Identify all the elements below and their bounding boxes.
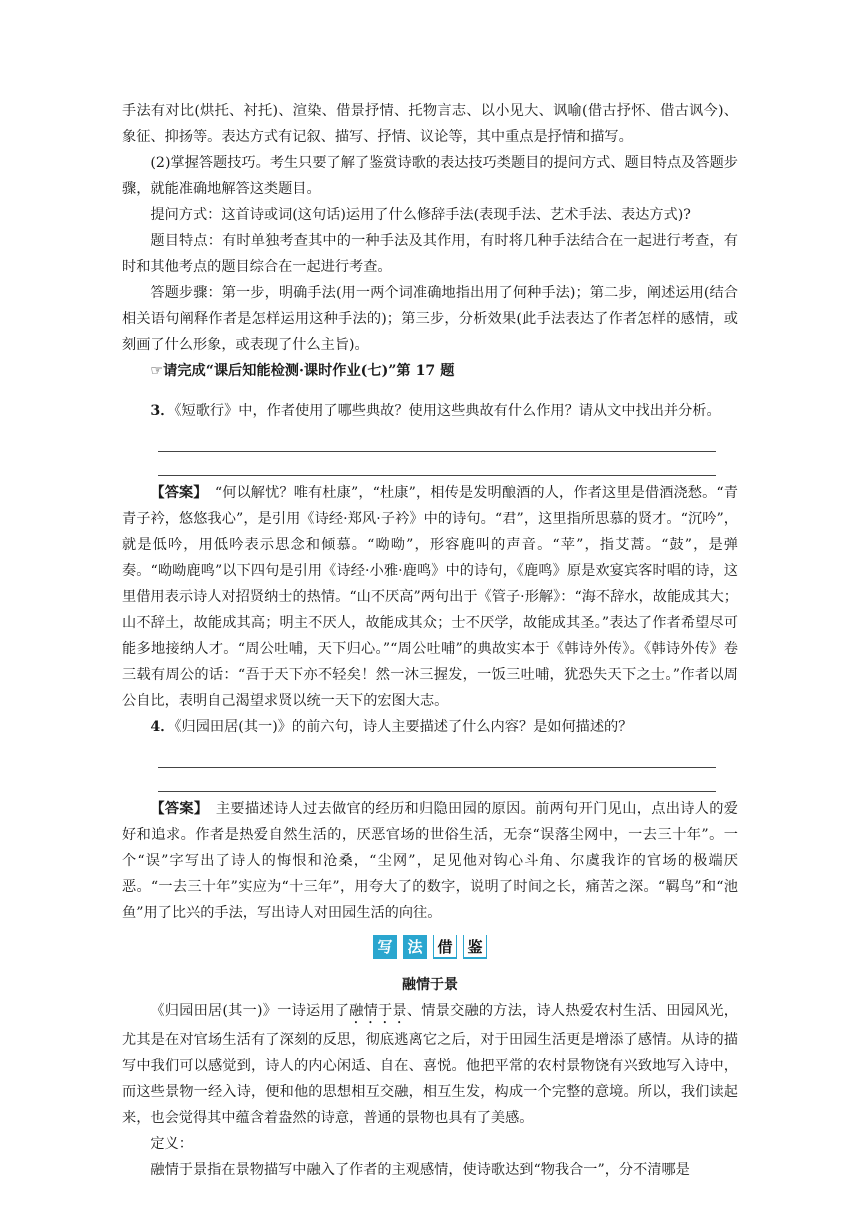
banner-char: 借 xyxy=(433,935,457,959)
question-4 xyxy=(122,714,738,740)
question-4-text: 《归园田居(其一)》的前六句，诗人主要描述了什么内容？是如何描述的？ xyxy=(174,719,633,735)
pointing-hand-icon: ☞ xyxy=(150,363,164,379)
banner-char: 写 xyxy=(373,935,397,959)
answer-blank-line[interactable] xyxy=(158,452,716,476)
question-3-answer-lines xyxy=(122,424,738,480)
question-4-answer-text: 主要描述诗人过去做官的经历和归隐田园的原因。前两句开门见山，点出诗人的爱好和追求。作者是热爱自然生活的，厌恶官场的世俗生活，无奈“误落尘网中，一去三十年”。一个“误”字写出了诗人的悔恨和沧桑，“尘网”，足见他对钩心斗角、尔虞我诈的官场的极端厌恶。“一去三十年”实应为“十三年”，用夸大了的数字，说明了时间之长，痛苦之深。“羁鸟”和“池鱼”用了比兴的手法，写出诗人对田园生活的向往。 xyxy=(122,801,738,921)
intro-question-method: 提问方式：这首诗或词(这句话)运用了什么修辞手法(表现手法、艺术手法、表达方式)? xyxy=(150,207,691,223)
section-heading: 融情于景 xyxy=(402,977,458,993)
task-reference xyxy=(122,358,738,384)
intro-paragraph-2: (2)掌握答题技巧。考生只要了解了鉴赏诗歌的表达技巧类题目的提问方式、题目特点及答题步骤，就能准确地解答这类题目。 xyxy=(122,155,738,197)
question-3-number: 3． xyxy=(150,403,175,419)
definition-label: 定义： xyxy=(150,1136,193,1152)
question-3-text: 《短歌行》中，作者使用了哪些典故？使用这些典故有什么作用？请从文中找出并分析。 xyxy=(174,403,721,419)
banner-char: 鉴 xyxy=(463,935,487,959)
question-4-answer-lines xyxy=(122,740,738,796)
task-reference-text: 请完成“课后知能检测·课时作业(七)”第 17 题 xyxy=(163,363,455,379)
writing-paragraph xyxy=(122,998,738,1131)
writing-text-part: 《归园田居(其一)》一诗运用了 xyxy=(150,1003,350,1019)
banner-char: 法 xyxy=(403,935,427,959)
definition-text: 融情于景指在景物描写中融入了作者的主观感情，使诗歌达到“物我合一”，分不清哪是 xyxy=(150,1162,690,1178)
intro-paragraph-1: 手法有对比(烘托、衬托)、渲染、借景抒情、托物言志、以小见大、讽喻(借古抒怀、借古讽今)、象征、抑扬等。表达方式有记叙、描写、抒情、议论等，其中重点是抒情和描写。 xyxy=(122,103,738,145)
answer-label: 【答案】 xyxy=(150,485,201,501)
emphasized-term: 融情于景 xyxy=(349,1003,407,1019)
intro-answer-steps: 答题步骤：第一步，明确手法(用一两个词准确地指出用了何种手法)；第二步，阐述运用(结合相关语句阐释作者是怎样运用这种手法的)；第三步，分析效果(此手法表达了作者怎样的感情，或刻画了什么形象，或表现了什么主旨)。 xyxy=(122,285,738,353)
answer-label: 【答案】 xyxy=(150,801,202,817)
question-3 xyxy=(122,398,738,424)
answer-blank-line[interactable] xyxy=(158,768,716,792)
question-4-number: 4． xyxy=(150,719,175,735)
question-3-answer-text: “何以解忧？唯有杜康”，“杜康”，相传是发明酿酒的人，作者这里是借酒浇愁。“青青子衿，悠悠我心”，是引用《诗经·郑风·子衿》中的诗句。“君”，这里指所思慕的贤才。“沉吟”，就是低吟，用低吟表示思念和倾慕。“呦呦”，形容鹿叫的声音。“苹”，指艾蒿。“鼓”，是弹奏。“呦呦鹿鸣”以下四句是引用《诗经·小雅·鹿鸣》中的诗句，《鹿鸣》原是欢宴宾客时唱的诗，这里借用表示诗人对招贤纳士的热情。“山不厌高”两句出于《管子·形解》：“海不辞水，故能成其大；山不辞土，故能成其高；明主不厌人，故能成其众；士不厌学，故能成其圣。”表达了作者希望尽可能多地接纳人才。“周公吐哺，天下归心。”“周公吐哺”的典故实本于《韩诗外传》。《韩诗外传》卷三载有周公的话：“吾于天下亦不轻矣！然一沐三握发，一饭三吐哺，犹恐失天下之士。”作者以周公自比，表明自己渴望求贤以统一天下的宏图大志。 xyxy=(122,485,738,709)
writing-reference-banner xyxy=(122,932,738,962)
question-3-answer xyxy=(122,480,738,714)
intro-question-features: 题目特点：有时单独考查其中的一种手法及其作用，有时将几种手法结合在一起进行考查，有时和其他考点的题目综合在一起进行考查。 xyxy=(122,233,738,275)
question-4-answer xyxy=(122,796,738,926)
answer-blank-line[interactable] xyxy=(158,744,716,768)
answer-blank-line[interactable] xyxy=(158,428,716,452)
writing-text-part: 、情景交融的方法，诗人热爱农村生活、田园风光，尤其是在对官场生活有了深刻的反思，彻底逃离它之后，对于田园生活更是增添了感情。从诗的描写中我们可以感觉到，诗人的内心闲适、自在、喜悦。他把平常的农村景物饶有兴致地写入诗中，而这些景物一经入诗，便和他的思想相互交融，相互生发，构成一个完整的意境。所以，我们读起来，也会觉得其中蕴含着盎然的诗意，普通的景物也具有了美感。 xyxy=(122,1003,738,1126)
